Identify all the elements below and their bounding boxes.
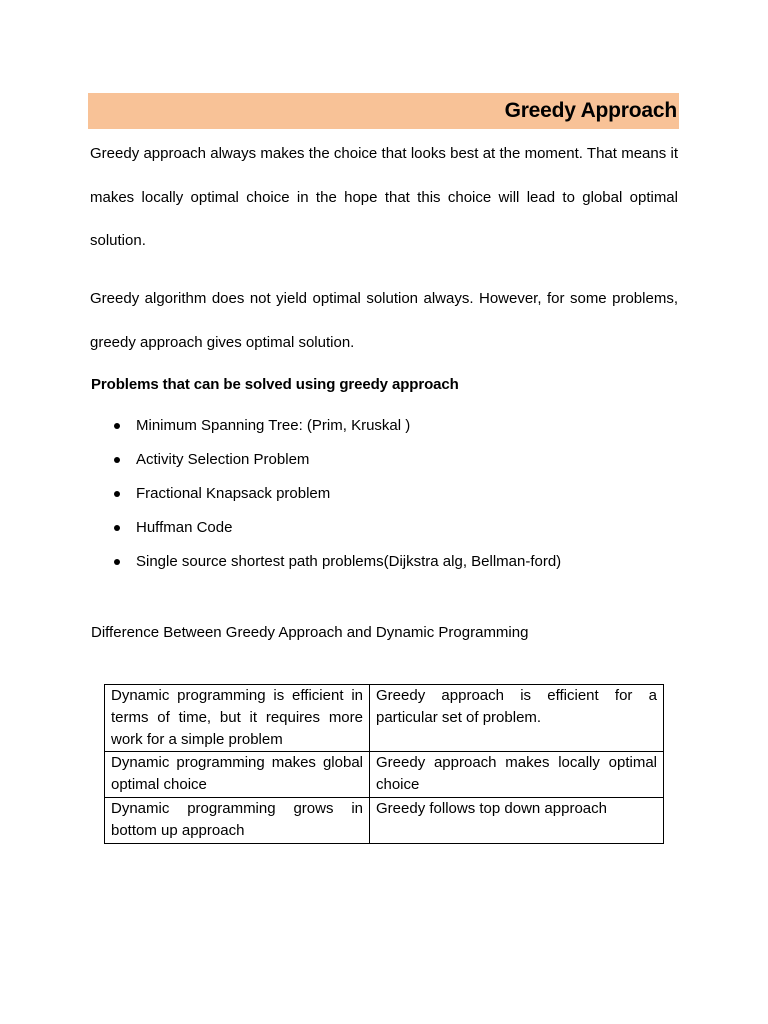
list-item-text: Huffman Code	[136, 519, 233, 536]
list-item	[110, 415, 561, 449]
comparison-table	[104, 684, 664, 844]
list-item-text: Activity Selection Problem	[136, 451, 310, 468]
table-cell-dynamic: Dynamic programming makes global optimal choice	[105, 752, 370, 798]
caveat-paragraph: Greedy algorithm does not yield optimal solution always. However, for some problems, greedy approach gives optimal solution.	[90, 290, 678, 351]
list-item	[110, 551, 561, 585]
list-item	[110, 483, 561, 517]
bullet-icon	[114, 491, 120, 497]
table-row	[105, 798, 664, 844]
list-item	[110, 449, 561, 483]
table-cell-greedy: Greedy approach is efficient for a particular set of problem.	[370, 685, 664, 752]
comparison-heading: Difference Between Greedy Approach and Dynamic Programming	[91, 624, 529, 641]
table-cell-dynamic: Dynamic programming grows in bottom up approach	[105, 798, 370, 844]
list-item-text: Single source shortest path problems(Dijkstra alg, Bellman-ford)	[136, 553, 562, 570]
bullet-icon	[114, 559, 120, 565]
list-item-text: Fractional Knapsack problem	[136, 485, 331, 502]
table-cell-greedy: Greedy follows top down approach	[370, 798, 664, 844]
table-cell-dynamic: Dynamic programming is efficient in terms of time, but it requires more work for a simple problem	[105, 685, 370, 752]
problems-heading: Problems that can be solved using greedy approach	[91, 376, 459, 393]
bullet-icon	[114, 423, 120, 429]
bullet-icon	[114, 525, 120, 531]
list-item-text: Minimum Spanning Tree: (Prim, Kruskal )	[136, 417, 411, 434]
list-item	[110, 517, 561, 551]
page-title: Greedy Approach	[504, 99, 677, 122]
intro-paragraph: Greedy approach always makes the choice that looks best at the moment. That means it makes locally optimal choice in the hope that this choice will lead to global optimal solution.	[90, 145, 678, 249]
bullet-icon	[114, 457, 120, 463]
table-row	[105, 685, 664, 752]
title-banner	[88, 93, 679, 129]
table-cell-greedy: Greedy approach makes locally optimal choice	[370, 752, 664, 798]
problems-list	[110, 415, 561, 585]
table-row	[105, 752, 664, 798]
